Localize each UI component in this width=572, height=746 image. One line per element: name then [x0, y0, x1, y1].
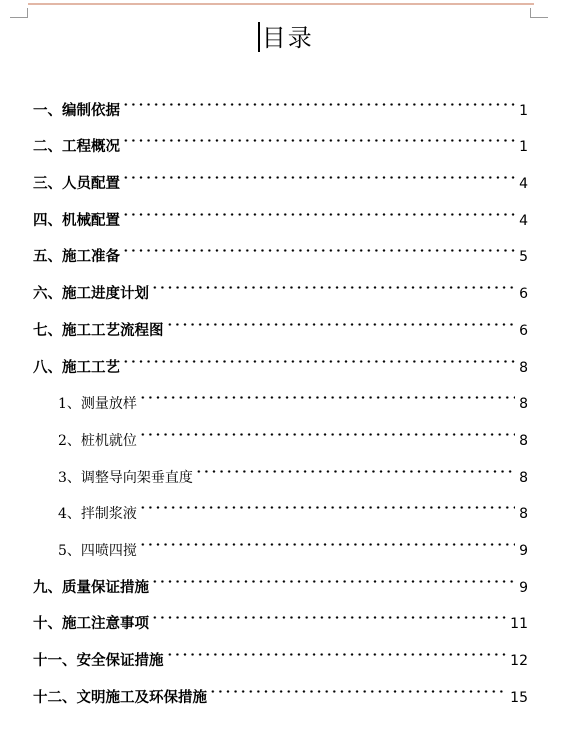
toc-page-number[interactable]: 4 — [519, 212, 528, 229]
dot-leader — [122, 115, 515, 152]
toc-page-number[interactable]: 1 — [519, 102, 528, 119]
dot-leader — [122, 335, 515, 372]
toc-page-number[interactable]: 12 — [510, 653, 528, 669]
toc-page-number[interactable]: 5 — [519, 249, 528, 266]
toc-entry-text[interactable]: 十一、安全保证措施 — [33, 652, 164, 669]
dot-leader — [139, 408, 515, 445]
dot-leader — [122, 151, 515, 188]
toc-entry-text[interactable]: 十、施工注意事项 — [33, 615, 149, 633]
toc-page-number[interactable]: 15 — [510, 689, 528, 706]
margin-corner-mark-right — [530, 8, 548, 18]
toc-page-number[interactable]: 8 — [519, 432, 528, 449]
toc-entry-text[interactable]: 九、质量保证措施 — [33, 578, 149, 596]
dot-leader — [151, 555, 515, 592]
toc-page-number[interactable]: 6 — [519, 322, 528, 339]
toc-entry-text[interactable]: 4、拌制浆液 — [58, 506, 137, 523]
toc-page-number[interactable]: 6 — [519, 286, 528, 303]
toc-title-text: 目录 — [261, 24, 314, 52]
toc-page-number[interactable]: 8 — [519, 469, 528, 486]
toc-entry-text[interactable]: 十二、文明施工及环保措施 — [33, 688, 207, 706]
margin-corner-mark-left — [10, 8, 28, 18]
toc-entry-text[interactable]: 1、测量放样 — [58, 396, 137, 413]
toc-page-number[interactable]: 8 — [519, 359, 528, 376]
dot-leader — [139, 482, 515, 519]
toc-page-number[interactable]: 4 — [519, 176, 528, 193]
toc-entry-text[interactable]: 七、施工工艺流程图 — [33, 321, 164, 339]
toc-page-number[interactable]: 9 — [519, 542, 528, 559]
dot-leader — [139, 518, 515, 555]
toc-entry[interactable] — [33, 78, 528, 119]
dot-leader — [166, 628, 508, 665]
toc-entry-text[interactable]: 5、四喷四搅 — [58, 542, 137, 559]
toc-entry-text[interactable]: 一、编制依据 — [33, 101, 120, 119]
toc-entry-text[interactable]: 三、人员配置 — [33, 175, 120, 193]
dot-leader — [166, 298, 516, 335]
toc-entry-text[interactable]: 二、工程概况 — [33, 138, 120, 156]
toc-entry-text[interactable]: 四、机械配置 — [33, 211, 120, 229]
toc-entry-text[interactable]: 六、施工进度计划 — [33, 285, 149, 303]
dot-leader — [122, 188, 515, 225]
toc-entry-text[interactable]: 八、施工工艺 — [33, 358, 120, 376]
dot-leader — [122, 225, 515, 262]
dot-leader — [122, 78, 515, 115]
toc-entry-text[interactable]: 3、调整导向架垂直度 — [58, 469, 193, 486]
toc-page-number[interactable]: 8 — [519, 396, 528, 413]
toc-entry-text[interactable]: 五、施工准备 — [33, 248, 120, 266]
dot-leader — [139, 372, 515, 409]
dot-leader — [209, 665, 507, 702]
toc-title[interactable] — [0, 20, 572, 56]
toc-page-number[interactable]: 1 — [519, 139, 528, 156]
dot-leader — [195, 445, 515, 482]
toc-page-number[interactable]: 9 — [519, 579, 528, 596]
toc-page-number[interactable]: 11 — [510, 616, 528, 633]
page-top-border — [28, 3, 534, 5]
toc-page-number[interactable]: 8 — [519, 506, 528, 523]
toc-entry-text[interactable]: 2、桩机就位 — [58, 432, 137, 449]
dot-leader — [151, 261, 515, 298]
dot-leader — [151, 592, 507, 629]
table-of-contents — [33, 78, 528, 706]
text-cursor — [258, 22, 260, 52]
